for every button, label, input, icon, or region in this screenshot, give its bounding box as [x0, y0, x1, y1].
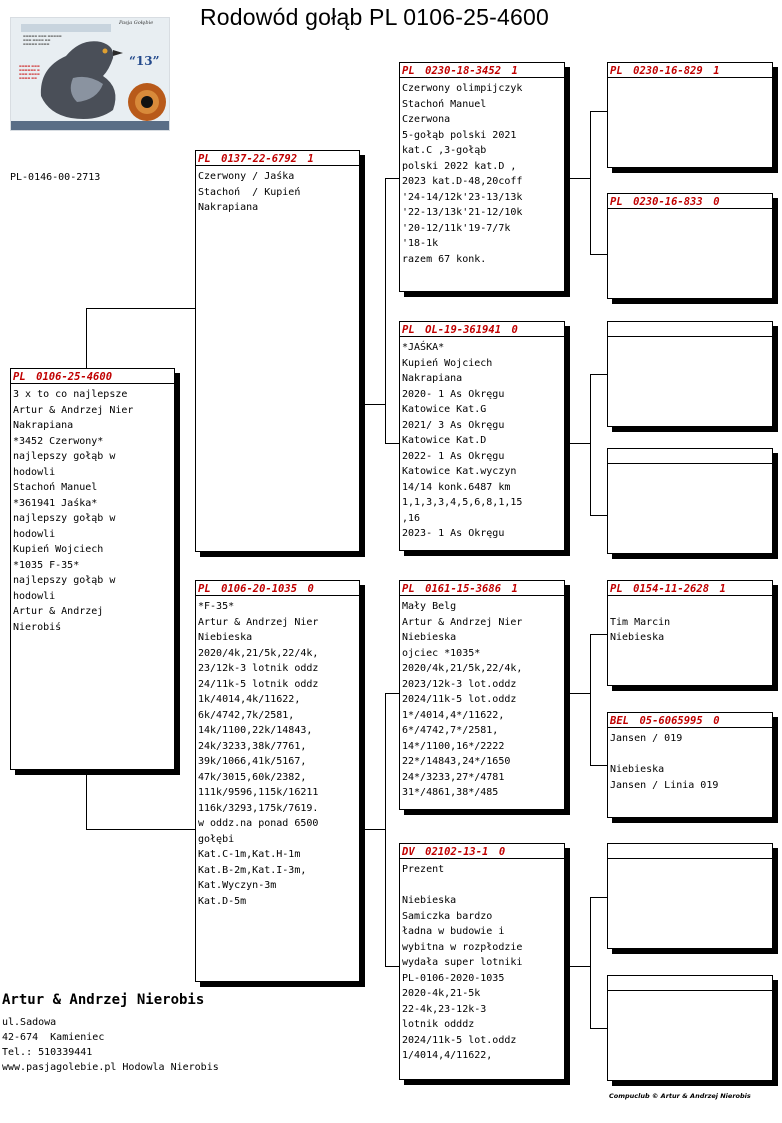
ring-flag: 1: [713, 65, 720, 77]
owner-website: www.pasjagolebie.pl Hodowla Nierobis: [2, 1062, 219, 1073]
fm-sire-card: [607, 321, 773, 427]
detail-line: '22-13/13k'21-12/10k: [402, 207, 523, 218]
father-sire-card: [399, 62, 565, 292]
mother-card: [195, 580, 360, 982]
detail-line: Niebieska: [610, 764, 665, 775]
card-header: [11, 369, 174, 384]
detail-line: 2020/4k,21/5k,22/4k,: [198, 647, 319, 659]
ring-number: OL-19-361941: [425, 324, 502, 336]
detail-line: Artur & Andrzej Nier: [13, 404, 134, 416]
detail-line: hodowli: [13, 528, 56, 540]
card-details: [608, 728, 772, 793]
detail-line: kat.C ,3-gołąb: [402, 145, 487, 156]
owner-city: 42-674 Kamieniec: [2, 1032, 105, 1043]
card-details: [608, 596, 772, 646]
detail-line: wydała super lotniki: [402, 957, 523, 968]
detail-line: 2020- 1 As Okręgu: [402, 388, 505, 400]
detail-line: Nierobiś: [13, 621, 62, 633]
detail-line: Katowice Kat.wyczyn: [402, 466, 517, 477]
card-header: [608, 63, 772, 78]
ring-number: 0137-22-6792: [221, 153, 298, 165]
card-details: [400, 859, 564, 1064]
detail-line: 24*/3233,27*/4781: [402, 771, 505, 783]
detail-line: Kupień Wojciech: [402, 357, 493, 369]
detail-line: 1,1,3,3,4,5,6,8,1,15: [402, 497, 523, 508]
detail-line: Artur & Andrzej Nier: [402, 616, 523, 628]
detail-line: [610, 599, 772, 615]
card-details: [196, 166, 359, 216]
detail-line: Jansen / 019: [610, 733, 683, 744]
detail-line: 2023- 1 As Okręgu: [402, 528, 505, 539]
detail-line: Katowice Kat.G: [402, 404, 487, 415]
subject-pigeon-card: [10, 368, 175, 770]
detail-line: Stachoń Manuel: [13, 482, 98, 493]
detail-line: 2023/12k-3 lot.oddz: [402, 678, 517, 690]
card-header: [608, 449, 772, 464]
detail-line: Prezent: [402, 864, 445, 875]
ring-country: PL: [13, 371, 26, 383]
detail-line: w oddz.na ponad 6500: [198, 818, 319, 829]
mm-dam-card: [607, 975, 773, 1081]
ring-number: 02102-13-1: [425, 846, 489, 858]
card-details: [400, 78, 564, 267]
detail-line: Kat.C-1m,Kat.H-1m: [198, 849, 301, 860]
detail-line: Artur & Andrzej: [13, 606, 104, 617]
detail-line: najlepszy gołąb w: [13, 575, 116, 586]
ring-flag: 0: [511, 324, 518, 336]
detail-line: razem 67 konk.: [402, 253, 487, 265]
detail-line: ładna w budowie i: [402, 926, 505, 937]
owner-name: Artur & Andrzej Nierobis: [2, 992, 205, 1008]
detail-line: 5-gołąb polski 2021: [402, 129, 517, 141]
detail-line: 6k/4742,7k/2581,: [198, 709, 295, 721]
card-header: [608, 322, 772, 337]
ring-number: 0154-11-2628: [633, 583, 710, 595]
page-title: Rodowód gołąb PL 0106-25-4600: [200, 4, 549, 30]
detail-line: 14*/1100,16*/2222: [402, 740, 505, 752]
ring-number: 05-6065995: [639, 715, 703, 727]
detail-line: 1/4014,4/11622,: [402, 1050, 493, 1061]
card-details: [400, 596, 564, 801]
ring-flag: 0: [713, 196, 720, 208]
detail-line: Kat.Wyczyn-3m: [198, 880, 277, 891]
breeder-logo-image: ▬▬▬▬▬ ▬▬▬ ▬▬▬▬▬ ▬▬▬ ▬▬▬▬ ▬▬ ▬▬▬▬▬ ▬▬▬▬ ▬▬▬▬ ▬▬▬ ▬▬▬▬▬▬ ▬ ▬▬▬ ▬▬▬▬ ▬▬▬▬ ▬▬ “13” Pasja Gołębie: [10, 17, 170, 131]
detail-line: 24k/3233,38k/7761,: [198, 740, 307, 752]
ring-number: 0106-20-1035: [221, 583, 298, 595]
card-header: [608, 581, 772, 596]
father-card: [195, 150, 360, 552]
detail-line: *1035 F-35*: [13, 559, 80, 571]
detail-line: 116k/3293,175k/7619.: [198, 802, 319, 814]
ring-flag: 1: [511, 65, 518, 77]
detail-line: Czerwony / Jaśka: [198, 171, 295, 182]
detail-line: Niebieska: [198, 632, 253, 643]
pigeon-icon: [11, 18, 169, 130]
card-header: [400, 844, 564, 859]
card-details: [11, 384, 174, 635]
detail-line: Samiczka bardzo: [402, 910, 493, 922]
detail-line: 1k/4014,4k/11622,: [198, 694, 301, 705]
detail-line: 2022- 1 As Okręgu: [402, 450, 505, 462]
card-header: [400, 322, 564, 337]
card-header: [608, 194, 772, 209]
card-header: [608, 976, 772, 991]
detail-line: Czerwona: [402, 114, 451, 125]
ring-country: PL: [402, 65, 415, 77]
card-header: [608, 713, 772, 728]
ring-flag: 1: [719, 583, 726, 595]
mm-sire-card: [607, 843, 773, 949]
card-details: [608, 991, 772, 994]
detail-line: Kupień Wojciech: [13, 544, 104, 555]
ring-country: PL: [610, 196, 623, 208]
owner-phone: Tel.: 510339441: [2, 1047, 93, 1058]
detail-line: najlepszy gołąb w: [13, 451, 116, 462]
ring-number: 0230-18-3452: [425, 65, 502, 77]
mother-sire-card: [399, 580, 565, 810]
ring-country: PL: [198, 583, 211, 595]
detail-line: 2020/4k,21/5k,22/4k,: [402, 663, 523, 674]
detail-line: 14k/1100,22k/14843,: [198, 725, 313, 736]
detail-line: [610, 747, 772, 763]
card-details: [196, 596, 359, 909]
detail-line: 24/11k-5 lotnik oddz: [198, 678, 319, 690]
detail-line: *F-35*: [198, 601, 235, 612]
ring-flag: 1: [307, 153, 314, 165]
card-header: [196, 581, 359, 596]
detail-line: 2024/11k-5 lot.oddz: [402, 694, 517, 705]
detail-line: Stachoń Manuel: [402, 98, 487, 110]
detail-line: hodowli: [13, 466, 56, 478]
card-details: [608, 209, 772, 212]
ring-country: PL: [198, 153, 211, 165]
detail-line: 6*/4742,7*/2581,: [402, 725, 499, 736]
detail-line: hodowli: [13, 590, 56, 602]
detail-line: Mały Belg: [402, 601, 457, 612]
mf-dam-card: [607, 712, 773, 818]
card-details: [608, 337, 772, 340]
detail-line: Artur & Andrzej Nier: [198, 616, 319, 628]
detail-line: *JAŚKA*: [402, 342, 445, 353]
mf-sire-card: [607, 580, 773, 686]
detail-line: 31*/4861,38*/485: [402, 787, 499, 798]
ring-country: PL: [610, 65, 623, 77]
owner-street: ul.Sadowa: [2, 1017, 57, 1028]
ring-number: 0230-16-833: [633, 196, 703, 208]
footer-credit: Compuclub © Artur & Andrzej Nierobis: [609, 1092, 751, 1100]
detail-line: Niebieska: [402, 895, 457, 906]
card-details: [608, 78, 772, 81]
ring-flag: 0: [307, 583, 314, 595]
card-header: [400, 63, 564, 78]
ring-flag: 0: [713, 715, 720, 727]
ff-dam-card: [607, 193, 773, 299]
detail-line: ,16: [402, 512, 421, 524]
ring-country: BEL: [610, 715, 629, 727]
ring-flag: 0: [498, 846, 506, 858]
detail-line: lotnik odddz: [402, 1019, 475, 1030]
detail-line: najlepszy gołąb w: [13, 513, 116, 524]
detail-line: *3452 Czerwony*: [13, 435, 104, 447]
ff-sire-card: [607, 62, 773, 168]
detail-line: '20-12/11k'19-7/7k: [402, 222, 511, 234]
detail-line: '18-1k: [402, 238, 439, 249]
ring-number: 0161-15-3686: [425, 583, 502, 595]
ring-number: 0230-16-829: [633, 65, 703, 77]
ring-country: PL: [402, 324, 415, 336]
detail-line: Nakrapiana: [13, 420, 74, 431]
father-dam-card: [399, 321, 565, 551]
detail-line: Niebieska: [610, 632, 665, 643]
detail-line: wybitna w rozpłodzie: [402, 941, 523, 953]
detail-line: *361941 Jaśka*: [13, 497, 98, 509]
card-header: [196, 151, 359, 166]
left-ring-number: PL-0146-00-2713: [10, 172, 101, 183]
ring-flag: 1: [511, 583, 518, 595]
detail-line: Stachoń / Kupień: [198, 186, 301, 198]
detail-line: 23/12k-3 lotnik oddz: [198, 663, 319, 674]
detail-line: 47k/3015,60k/2382,: [198, 771, 307, 783]
detail-line: Nakrapiana: [402, 373, 463, 384]
detail-line: 39k/1066,41k/5167,: [198, 756, 307, 767]
logo-badge-number: “13”: [129, 54, 160, 68]
mother-dam-card: [399, 843, 565, 1080]
detail-line: 111k/9596,115k/16211: [198, 787, 319, 798]
detail-line: 2023 kat.D-48,20coff: [402, 176, 523, 187]
detail-line: [402, 878, 564, 894]
detail-line: Tim Marcin: [610, 616, 671, 628]
detail-line: gołębi: [198, 833, 235, 845]
detail-line: 14/14 konk.6487 km: [402, 481, 511, 493]
card-header: [608, 844, 772, 859]
card-details: [608, 464, 772, 467]
detail-line: '24-14/12k'23-13/13k: [402, 191, 523, 203]
ring-country: PL: [610, 583, 623, 595]
detail-line: 3 x to co najlepsze: [13, 389, 128, 400]
detail-line: 2024/11k-5 lot.oddz: [402, 1034, 517, 1046]
detail-line: 2021/ 3 As Okręgu: [402, 419, 505, 431]
detail-line: Niebieska: [402, 632, 457, 643]
detail-line: Kat.B-2m,Kat.I-3m,: [198, 864, 307, 876]
detail-line: 1*/4014,4*/11622,: [402, 709, 505, 721]
detail-line: 22-4k,23-12k-3: [402, 1003, 487, 1015]
detail-line: ojciec *1035*: [402, 647, 481, 659]
detail-line: Czerwony olimpijczyk: [402, 83, 523, 94]
fm-dam-card: [607, 448, 773, 554]
detail-line: polski 2022 kat.D ,: [402, 160, 517, 172]
card-details: [400, 337, 564, 542]
detail-line: Katowice Kat.D: [402, 435, 487, 446]
detail-line: 22*/14843,24*/1650: [402, 756, 511, 767]
card-details: [608, 859, 772, 862]
ring-number: 0106-25-4600: [36, 371, 113, 383]
card-header: [400, 581, 564, 596]
ring-country: DV: [402, 846, 415, 858]
detail-line: 2020-4k,21-5k: [402, 988, 481, 999]
owner-contact: [2, 1015, 219, 1075]
detail-line: Kat.D-5m: [198, 895, 247, 907]
detail-line: PL-0106-2020-1035: [402, 972, 505, 984]
detail-line: Jansen / Linia 019: [610, 779, 719, 791]
ring-country: PL: [402, 583, 415, 595]
detail-line: Nakrapiana: [198, 202, 259, 213]
